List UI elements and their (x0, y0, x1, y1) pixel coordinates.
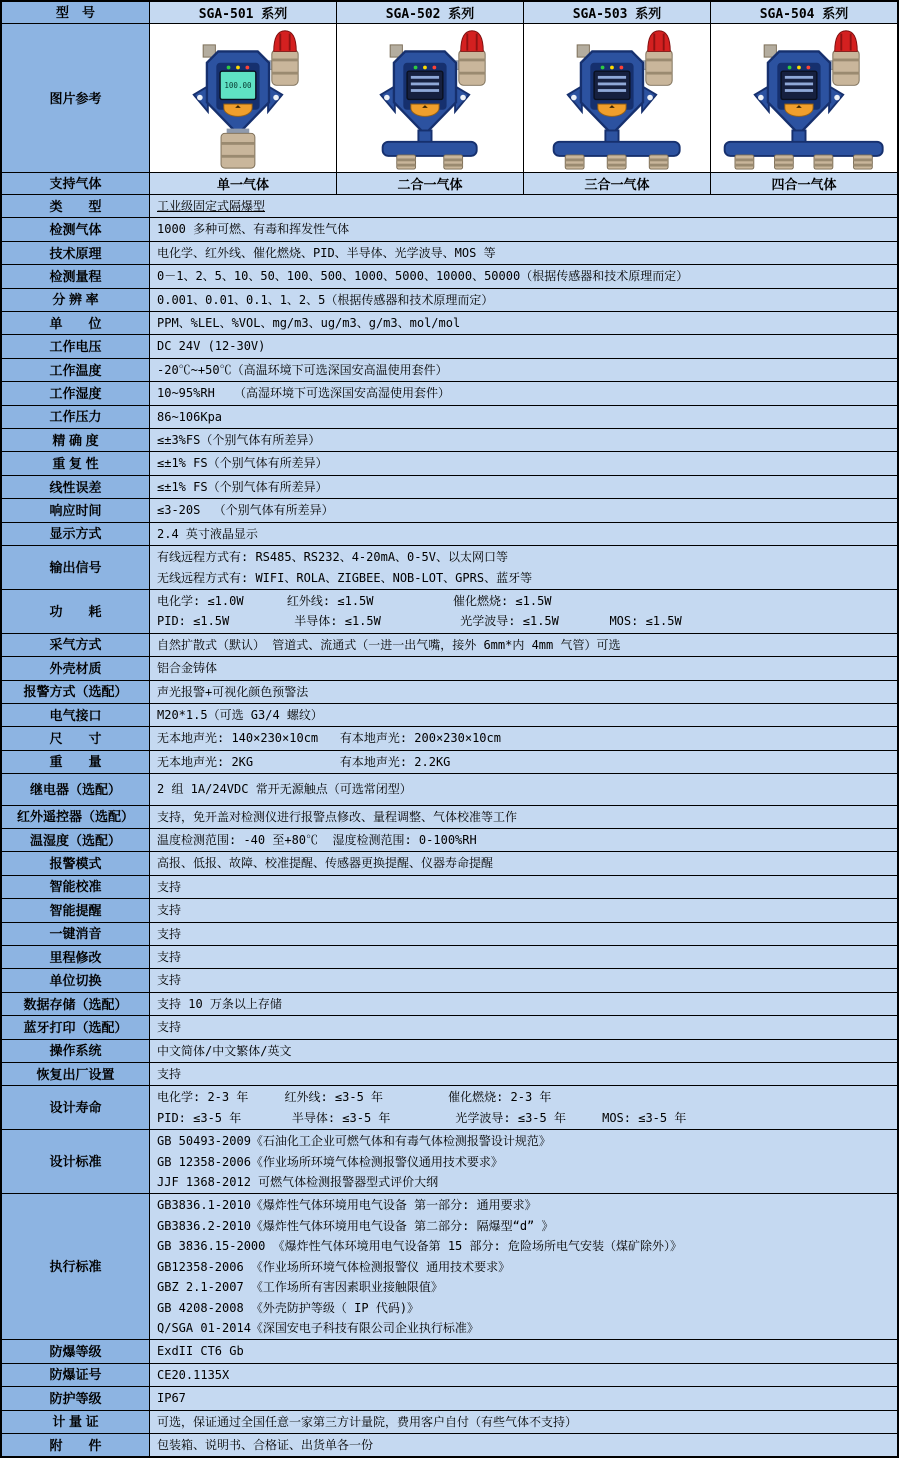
spec-row-label: 尺 寸 (2, 727, 150, 749)
spec-value-line: 1000 多种可燃、有毒和挥发性气体 (157, 222, 350, 237)
spec-value-line: GB12358-2006 《作业场所环境气体检测报警仪 通用技术要求》 (157, 1259, 511, 1274)
spec-value-line: 包装箱、说明书、合格证、出货单各一份 (157, 1437, 374, 1452)
spec-row-value (150, 774, 897, 804)
gas-type-dual: 二合一气体 (337, 173, 524, 194)
svg-text:100.00: 100.00 (224, 80, 252, 90)
device-image-sga-503 (524, 24, 711, 172)
spec-value-line: PID: ≤3-5 年 半导体: ≤3-5 年 光学波导: ≤3-5 年 MOS: ≤3-5 年 (157, 1110, 687, 1125)
spec-row-value (150, 382, 897, 404)
spec-value-line: 电化学: ≤1.0W 红外线: ≤1.5W 催化燃烧: ≤1.5W (157, 593, 552, 608)
spec-value-line: M20*1.5（可选 G3/4 螺纹） (157, 707, 323, 722)
spec-row-value (150, 852, 897, 874)
spec-value-line: 无本地声光: 2KG 有本地声光: 2.2KG (157, 754, 451, 769)
spec-row-34 (2, 1040, 897, 1063)
spec-row-label: 一键消音 (2, 923, 150, 945)
spec-value-line: 支持 (157, 1020, 182, 1035)
spec-row-25 (2, 829, 897, 852)
spec-value-line: 高报、低报、故障、校准提醒、传感器更换提醒、仪器寿命提醒 (157, 856, 494, 871)
spec-row-value (150, 335, 897, 357)
spec-row-value (150, 359, 897, 381)
spec-row-label: 工作压力 (2, 406, 150, 428)
spec-row-value (150, 899, 897, 921)
header-row (2, 2, 897, 24)
spec-row-10 (2, 429, 897, 452)
spec-row-value (150, 265, 897, 287)
spec-row-value (150, 923, 897, 945)
spec-value-line: 电化学、红外线、催化燃烧、PID、半导体、光学波导、MOS 等 (157, 245, 496, 260)
spec-row-value (150, 1016, 897, 1038)
spec-value-line: CE20.1135X (157, 1367, 230, 1382)
spec-row-3 (2, 265, 897, 288)
spec-row-value (150, 1340, 897, 1362)
gas-type-quad: 四合一气体 (711, 173, 897, 194)
gas-row-label: 支持气体 (2, 173, 150, 194)
spec-row-label: 单位切换 (2, 969, 150, 991)
header-label: 型 号 (2, 2, 150, 23)
spec-row-20 (2, 704, 897, 727)
spec-value-line: ≤±1% FS（个别气体有所差异） (157, 456, 328, 471)
spec-value-line: 可选，保证通过全国任意一家第三方计量院，费用客户自付（有些气体不支持） (157, 1414, 578, 1429)
spec-row-label: 操作系统 (2, 1040, 150, 1062)
spec-row-label: 工作电压 (2, 335, 150, 357)
spec-row-value (150, 1194, 897, 1339)
spec-value-line: Q/SGA 01-2014《深国安电子科技有限公司企业执行标准》 (157, 1320, 479, 1335)
spec-row-31 (2, 969, 897, 992)
spec-row-label: 工作温度 (2, 359, 150, 381)
spec-row-18 (2, 657, 897, 680)
spec-row-value (150, 1130, 897, 1193)
spec-row-0 (2, 195, 897, 218)
spec-row-label: 检测量程 (2, 265, 150, 287)
spec-row-label: 单 位 (2, 312, 150, 334)
spec-value-line: ≤±1% FS（个别气体有所差异） (157, 479, 328, 494)
gas-type-single: 单一气体 (150, 173, 337, 194)
device-image-sga-501 (150, 24, 337, 172)
spec-row-13 (2, 499, 897, 522)
spec-row-32 (2, 993, 897, 1016)
spec-row-label: 精 确 度 (2, 429, 150, 451)
spec-row-label: 重 复 性 (2, 452, 150, 474)
spec-row-value (150, 681, 897, 703)
spec-value-line: 电化学: 2-3 年 红外线: ≤3-5 年 催化燃烧: 2-3 年 (157, 1090, 552, 1105)
spec-row-21 (2, 727, 897, 750)
spec-row-label: 红外遥控器（选配） (2, 806, 150, 828)
spec-value-line: GB 4208-2008 《外壳防护等级（ IP 代码)》 (157, 1300, 420, 1315)
spec-row-value (150, 946, 897, 968)
image-row-label: 图片参考 (2, 24, 150, 172)
spec-row-value (150, 727, 897, 749)
spec-row-label: 采气方式 (2, 634, 150, 656)
spec-row-value (150, 1086, 897, 1129)
spec-row-6 (2, 335, 897, 358)
spec-row-label: 输出信号 (2, 546, 150, 589)
spec-row-value (150, 634, 897, 656)
spec-value-line: 支持 (157, 1067, 182, 1082)
device-illustration-SGA-503 (532, 27, 701, 170)
spec-value-line: 无线远程方式有: WIFI、ROLA、ZIGBEE、NOB-LOT、GPRS、蓝牙等 (157, 570, 533, 585)
spec-value-line: 中文简体/中文繁体/英文 (157, 1043, 292, 1058)
spec-value-line: 86~106Kpa (157, 409, 223, 424)
spec-row-label: 继电器（选配） (2, 774, 150, 804)
model-name-sga-503: SGA-503 系列 (524, 2, 711, 23)
spec-row-label: 数据存储（选配） (2, 993, 150, 1015)
spec-value-line: GB 50493-2009《石油化工企业可燃气体和有毒气体检测报警设计规范》 (157, 1134, 551, 1149)
spec-row-24 (2, 806, 897, 829)
spec-row-9 (2, 406, 897, 429)
spec-row-42 (2, 1411, 897, 1434)
spec-value-line: 支持 (157, 903, 182, 918)
spec-row-value (150, 406, 897, 428)
spec-row-label: 附 件 (2, 1434, 150, 1456)
spec-row-4 (2, 289, 897, 312)
spec-row-label: 检测气体 (2, 218, 150, 240)
spec-row-40 (2, 1364, 897, 1387)
spec-value-line: PPM、%LEL、%VOL、mg/m3、ug/m3、g/m3、mol/mol (157, 316, 461, 331)
spec-row-value (150, 993, 897, 1015)
model-name-sga-502: SGA-502 系列 (337, 2, 524, 23)
spec-row-label: 温湿度（选配） (2, 829, 150, 851)
spec-row-label: 防爆等级 (2, 1340, 150, 1362)
spec-value-line: 2 组 1A/24VDC 常开无源触点（可选常闭型） (157, 782, 412, 797)
spec-row-27 (2, 876, 897, 899)
spec-value-line: GB 3836.15-2000 《爆炸性气体环境用电气设备第 15 部分: 危险场所电气安装（煤矿除外）》 (157, 1239, 682, 1254)
spec-row-value (150, 1411, 897, 1433)
spec-value-line: 支持 (157, 950, 182, 964)
spec-row-label: 设计标准 (2, 1130, 150, 1193)
image-reference-row (2, 24, 897, 173)
spec-row-value (150, 242, 897, 264)
spec-row-label: 执行标准 (2, 1194, 150, 1339)
spec-value-line: ≤±3%FS（个别气体有所差异） (157, 433, 321, 448)
spec-row-value (150, 704, 897, 726)
spec-row-value (150, 1364, 897, 1386)
spec-value-line: ExdII CT6 Gb (157, 1344, 244, 1359)
spec-row-43 (2, 1434, 897, 1456)
spec-row-label: 分 辨 率 (2, 289, 150, 311)
spec-row-label: 类 型 (2, 195, 150, 217)
spec-row-value (150, 1387, 897, 1409)
spec-value-line: DC 24V (12-30V) (157, 339, 266, 354)
spec-row-39 (2, 1340, 897, 1363)
spec-value-line: 声光报警+可视化颜色预警法 (157, 684, 309, 699)
spec-row-35 (2, 1063, 897, 1086)
spec-row-value (150, 751, 897, 773)
spec-row-value (150, 523, 897, 545)
spec-row-label: 技术原理 (2, 242, 150, 264)
spec-row-label: 报警模式 (2, 852, 150, 874)
spec-row-2 (2, 242, 897, 265)
spec-row-label: 智能校准 (2, 876, 150, 898)
spec-row-label: 电气接口 (2, 704, 150, 726)
spec-value-line: 支持，免开盖对检测仪进行报警点修改、量程调整、气体校准等工作 (157, 809, 518, 824)
spec-value-line: 铝合金铸体 (157, 661, 218, 676)
spec-row-label: 蓝牙打印（选配） (2, 1016, 150, 1038)
spec-rows-container (2, 195, 897, 1456)
spec-value-line: -20℃~+50℃（高温环境下可选深国安高温使用套件） (157, 362, 448, 377)
model-name-sga-504: SGA-504 系列 (711, 2, 897, 23)
spec-row-value (150, 312, 897, 334)
spec-row-value (150, 195, 897, 217)
spec-row-7 (2, 359, 897, 382)
spec-row-label: 外壳材质 (2, 657, 150, 679)
spec-row-value (150, 218, 897, 240)
spec-value-line: GB3836.2-2010《爆炸性气体环境用电气设备 第二部分: 隔爆型“d” 》 (157, 1218, 554, 1233)
device-illustration-SGA-502 (345, 27, 514, 170)
spec-value-line: 10~95%RH （高湿环境下可选深国安高湿使用套件） (157, 386, 451, 401)
spec-row-value (150, 289, 897, 311)
spec-row-8 (2, 382, 897, 405)
spec-row-label: 重 量 (2, 751, 150, 773)
spec-row-41 (2, 1387, 897, 1410)
spec-row-30 (2, 946, 897, 969)
spec-value-line: 有线远程方式有: RS485、RS232、4-20mA、0-5V、以太网口等 (157, 550, 508, 565)
spec-row-29 (2, 923, 897, 946)
spec-value-line: IP67 (157, 1391, 186, 1406)
spec-row-label: 恢复出厂设置 (2, 1063, 150, 1085)
spec-value-line: GBZ 2.1-2007 《工作场所有害因素职业接触限值》 (157, 1280, 443, 1295)
spec-row-label: 显示方式 (2, 523, 150, 545)
spec-value-line: 支持 10 万条以上存储 (157, 996, 282, 1011)
spec-row-16 (2, 590, 897, 634)
spec-row-value (150, 806, 897, 828)
spec-value-line: GB 12358-2006《作业场所环境气体检测报警仪通用技术要求》 (157, 1154, 503, 1169)
spec-row-14 (2, 523, 897, 546)
spec-value-line: 温度检测范围: -40 至+80℃ 湿度检测范围: 0-100%RH (157, 832, 477, 847)
spec-row-5 (2, 312, 897, 335)
spec-value-line: 0.001、0.01、0.1、1、2、5（根据传感器和技术原理而定） (157, 292, 494, 307)
spec-row-12 (2, 476, 897, 499)
spec-value-line: GB3836.1-2010《爆炸性气体环境用电气设备 第一部分: 通用要求》 (157, 1198, 537, 1213)
spec-row-value (150, 657, 897, 679)
spec-value-line: 自然扩散式（默认） 管道式、流通式（一进一出气嘴，接外 6mm*内 4mm 气管）可选 (157, 637, 621, 652)
spec-row-value (150, 429, 897, 451)
spec-row-1 (2, 218, 897, 241)
spec-value-line: 支持 (157, 926, 182, 941)
spec-row-value (150, 1040, 897, 1062)
supported-gas-row (2, 173, 897, 195)
device-illustration-SGA-501 (158, 27, 327, 170)
spec-row-19 (2, 681, 897, 704)
spec-row-36 (2, 1086, 897, 1130)
spec-row-28 (2, 899, 897, 922)
spec-row-label: 响应时间 (2, 499, 150, 521)
spec-row-value (150, 546, 897, 589)
spec-value-line: 0－1、2、5、10、50、100、500、1000、5000、10000、50000（根据传感器和技术原理而定） (157, 269, 689, 284)
spec-row-11 (2, 452, 897, 475)
spec-row-label: 工作湿度 (2, 382, 150, 404)
spec-row-value (150, 969, 897, 991)
spec-row-label: 设计寿命 (2, 1086, 150, 1129)
spec-row-value (150, 499, 897, 521)
device-illustration-SGA-504 (719, 27, 888, 170)
spec-row-17 (2, 634, 897, 657)
spec-row-label: 报警方式（选配） (2, 681, 150, 703)
gas-type-triple: 三合一气体 (524, 173, 711, 194)
spec-row-value (150, 590, 897, 633)
spec-row-26 (2, 852, 897, 875)
spec-row-label: 智能提醒 (2, 899, 150, 921)
spec-row-value (150, 476, 897, 498)
model-name-sga-501: SGA-501 系列 (150, 2, 337, 23)
spec-row-value (150, 829, 897, 851)
spec-row-value (150, 452, 897, 474)
spec-row-37 (2, 1130, 897, 1194)
spec-row-label: 计 量 证 (2, 1411, 150, 1433)
spec-row-label: 防爆证号 (2, 1364, 150, 1386)
spec-row-value (150, 876, 897, 898)
spec-value-line: 支持 (157, 973, 182, 988)
spec-row-22 (2, 751, 897, 774)
spec-value-line: ≤3-20S （个别气体有所差异） (157, 503, 334, 518)
spec-value-line: 无本地声光: 140×230×10cm 有本地声光: 200×230×10cm (157, 731, 501, 746)
spec-row-15 (2, 546, 897, 590)
spec-value-line: JJF 1368-2012 可燃气体检测报警器型式评价大纲 (157, 1175, 439, 1190)
device-image-sga-504 (711, 24, 897, 172)
spec-row-23 (2, 774, 897, 805)
spec-value-line: PID: ≤1.5W 半导体: ≤1.5W 光学波导: ≤1.5W MOS: ≤1.5W (157, 614, 682, 629)
spec-value-line: 工业级固定式隔爆型 (157, 199, 266, 213)
spec-row-value (150, 1434, 897, 1456)
spec-row-label: 线性误差 (2, 476, 150, 498)
spec-row-33 (2, 1016, 897, 1039)
spec-row-38 (2, 1194, 897, 1340)
spec-row-label: 防护等级 (2, 1387, 150, 1409)
device-image-sga-502 (337, 24, 524, 172)
spec-row-value (150, 1063, 897, 1085)
spec-value-line: 2.4 英寸液晶显示 (157, 526, 258, 541)
spec-value-line: 支持 (157, 879, 182, 894)
spec-row-label: 功 耗 (2, 590, 150, 633)
spec-row-label: 里程修改 (2, 946, 150, 968)
